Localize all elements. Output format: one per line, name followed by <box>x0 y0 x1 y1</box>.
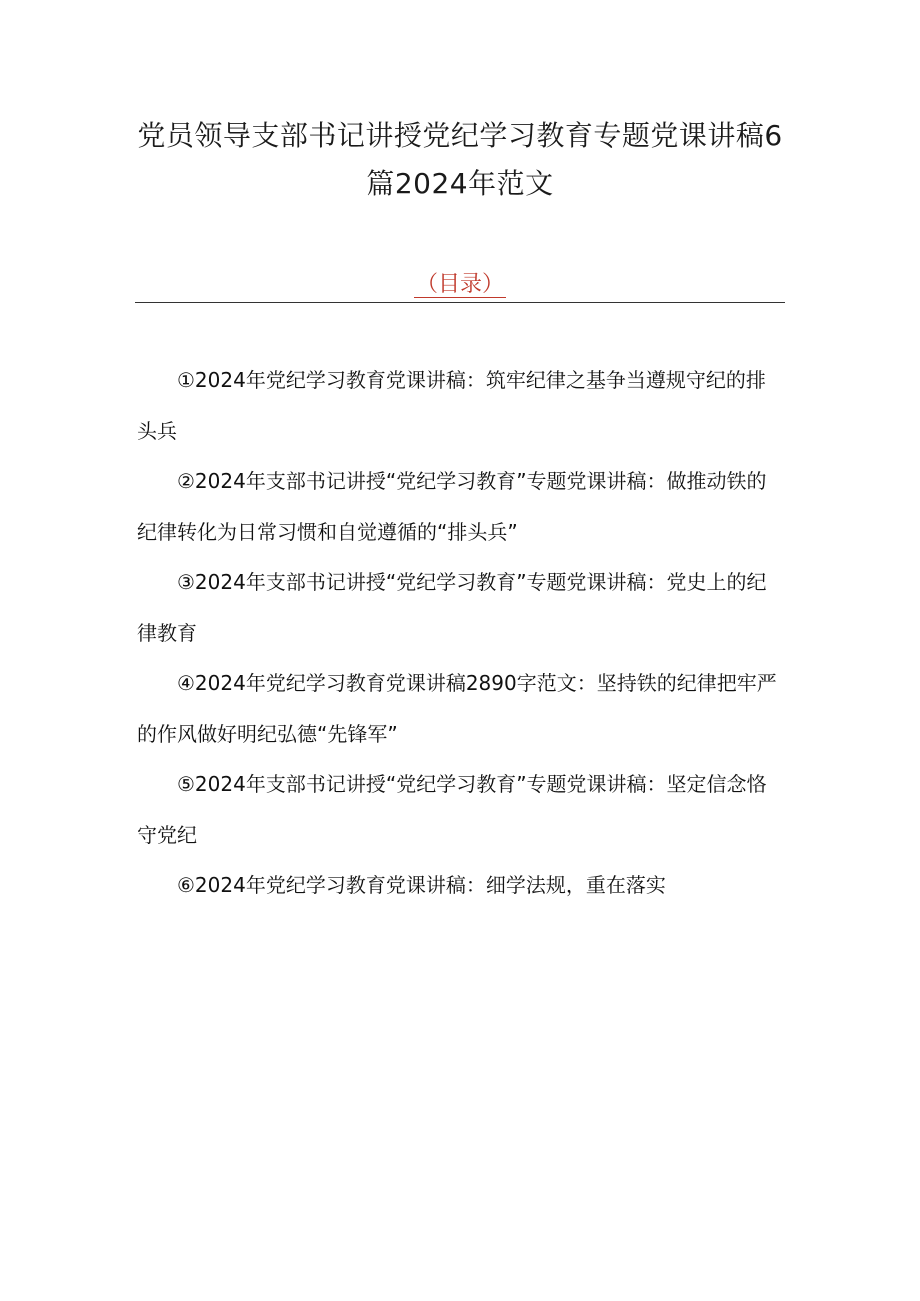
toc-item-2[interactable]: ②2024年支部书记讲授“党纪学习教育”专题党课讲稿：做推动铁的纪律转化为日常习惯和自觉遵循的“排头兵” <box>137 469 767 544</box>
document-title: 党员领导支部书记讲授党纪学习教育专题党课讲稿6篇2024年范文 <box>137 119 783 200</box>
toc-item-6[interactable]: ⑥2024年党纪学习教育党课讲稿：细学法规，重在落实 <box>177 873 666 897</box>
toc-item-1[interactable]: ①2024年党纪学习教育党课讲稿：筑牢纪律之基争当遵规守纪的排头兵 <box>137 368 766 443</box>
toc-heading-label: （目录） <box>415 272 504 297</box>
toc-divider <box>135 302 785 303</box>
toc-heading <box>135 270 785 300</box>
toc-item-4[interactable]: ④2024年党纪学习教育党课讲稿2890字范文：坚持铁的纪律把牢严的作风做好明纪弘德“先锋军” <box>137 671 777 746</box>
toc-item-5[interactable]: ⑤2024年支部书记讲授“党纪学习教育”专题党课讲稿：坚定信念恪守党纪 <box>137 772 767 847</box>
toc-item-3[interactable]: ③2024年支部书记讲授“党纪学习教育”专题党课讲稿：党史上的纪律教育 <box>137 570 767 645</box>
toc-list <box>137 355 785 911</box>
